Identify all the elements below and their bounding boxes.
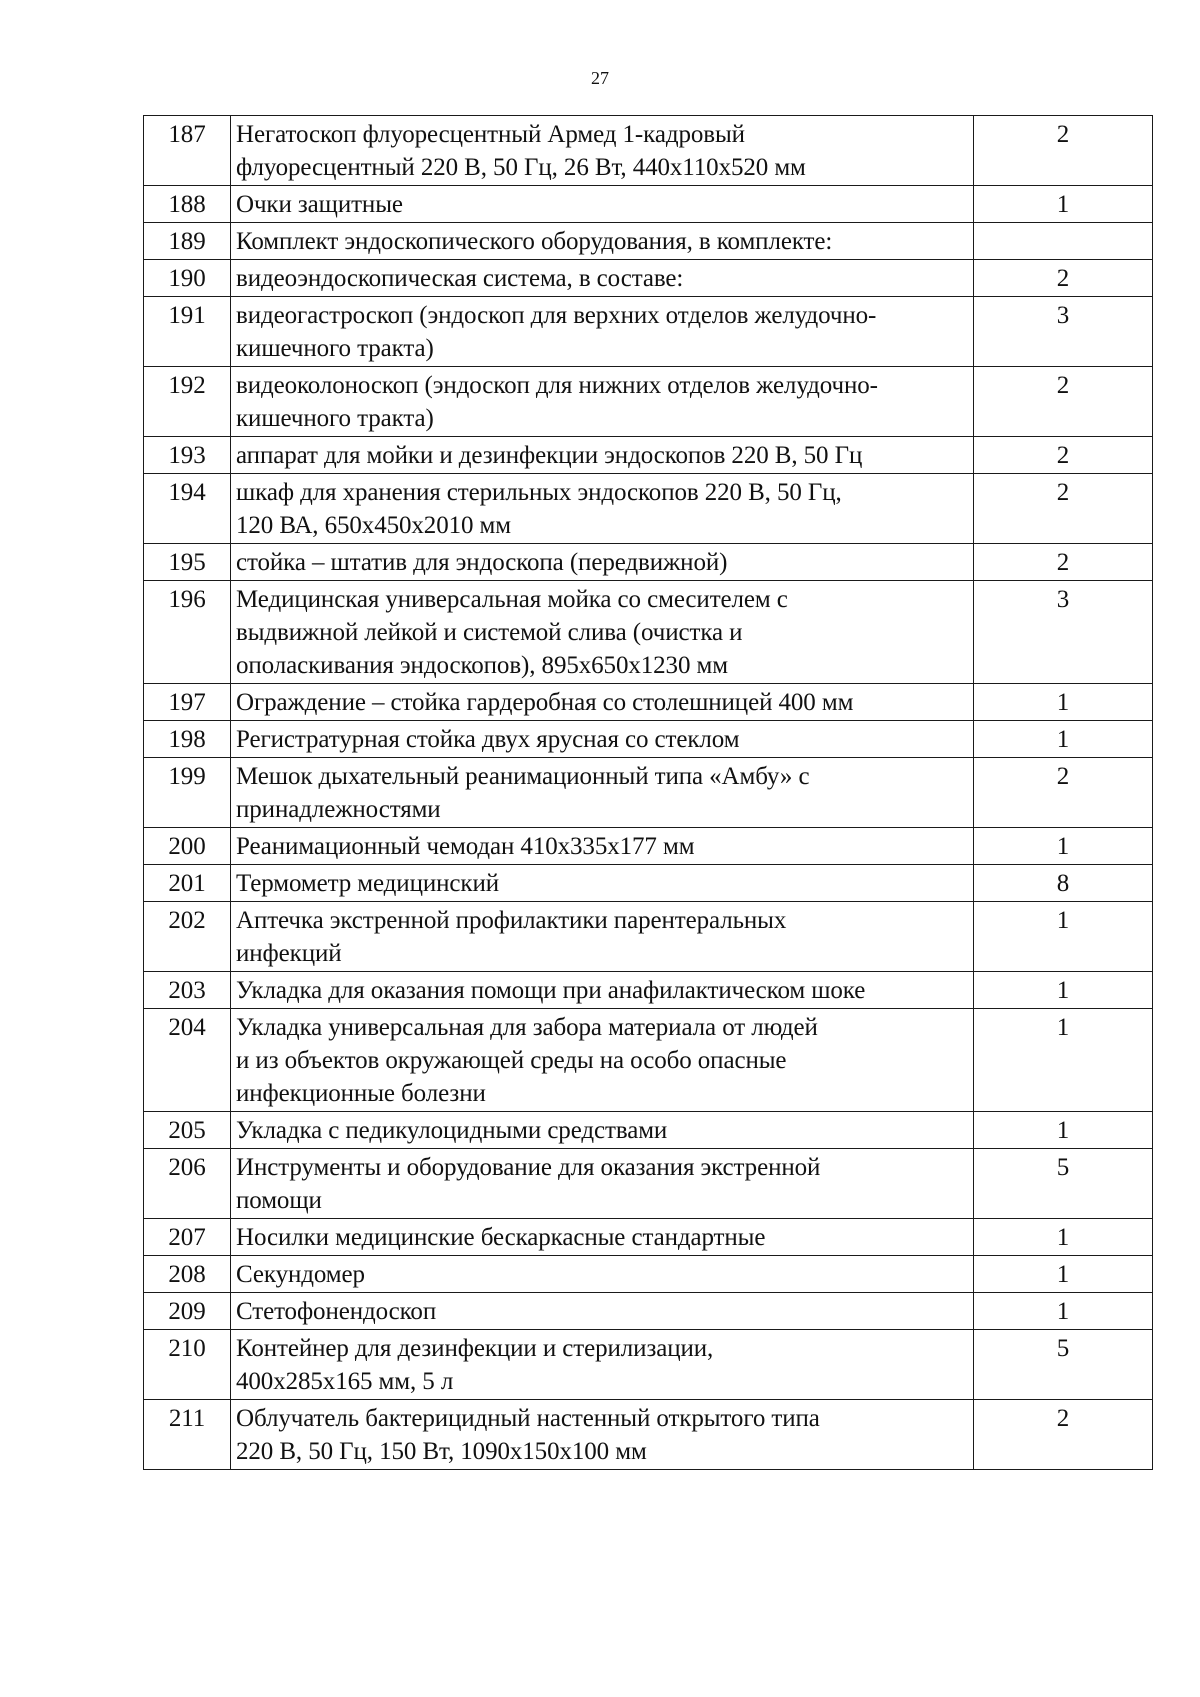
item-name-cell: аппарат для мойки и дезинфекции эндоскопов 220 В, 50 Гц	[231, 437, 974, 474]
table-row	[144, 260, 1153, 297]
table-row	[144, 1293, 1153, 1330]
quantity-cell: 2	[974, 367, 1153, 437]
item-name-cell: Укладка с педикулоцидными средствами	[231, 1112, 974, 1149]
row-number-cell: 206	[144, 1149, 231, 1219]
quantity-cell: 2	[974, 437, 1153, 474]
item-name-cell: Реанимационный чемодан 410х335х177 мм	[231, 828, 974, 865]
equipment-table-body	[144, 116, 1153, 1470]
quantity-cell: 5	[974, 1330, 1153, 1400]
table-row	[144, 581, 1153, 684]
item-name-cell: Аптечка экстренной профилактики парентеральных инфекций	[231, 902, 974, 972]
table-row	[144, 1256, 1153, 1293]
table-row	[144, 116, 1153, 186]
table-row	[144, 186, 1153, 223]
row-number-cell: 188	[144, 186, 231, 223]
table-row	[144, 297, 1153, 367]
row-number-cell: 204	[144, 1009, 231, 1112]
row-number-cell: 198	[144, 721, 231, 758]
quantity-cell: 3	[974, 297, 1153, 367]
row-number-cell: 208	[144, 1256, 231, 1293]
quantity-cell: 3	[974, 581, 1153, 684]
table-row	[144, 1112, 1153, 1149]
quantity-cell: 8	[974, 865, 1153, 902]
row-number-cell: 200	[144, 828, 231, 865]
item-name-cell: видеоэндоскопическая система, в составе:	[231, 260, 974, 297]
item-name-cell: Комплект эндоскопического оборудования, в комплекте:	[231, 223, 974, 260]
row-number-cell: 201	[144, 865, 231, 902]
row-number-cell: 189	[144, 223, 231, 260]
item-name-cell: Мешок дыхательный реанимационный типа «Амбу» с принадлежностями	[231, 758, 974, 828]
quantity-cell: 2	[974, 758, 1153, 828]
page-number: 27	[591, 68, 609, 88]
item-name-cell: Регистратурная стойка двух ярусная со стеклом	[231, 721, 974, 758]
row-number-cell: 191	[144, 297, 231, 367]
item-name-cell: Носилки медицинские бескаркасные стандартные	[231, 1219, 974, 1256]
item-name-cell: Медицинская универсальная мойка со смесителем с выдвижной лейкой и системой слива (очистка и ополаскивания эндоскопов), 895х650х1230 мм	[231, 581, 974, 684]
table-row	[144, 223, 1153, 260]
row-number-cell: 207	[144, 1219, 231, 1256]
quantity-cell: 1	[974, 1293, 1153, 1330]
quantity-cell: 1	[974, 1256, 1153, 1293]
row-number-cell: 196	[144, 581, 231, 684]
item-name-cell: Очки защитные	[231, 186, 974, 223]
table-row	[144, 684, 1153, 721]
item-name-cell: стойка – штатив для эндоскопа (передвижной)	[231, 544, 974, 581]
row-number-cell: 194	[144, 474, 231, 544]
quantity-cell: 1	[974, 828, 1153, 865]
quantity-cell: 1	[974, 1112, 1153, 1149]
quantity-cell: 5	[974, 1149, 1153, 1219]
item-name-cell: видеогастроскоп (эндоскоп для верхних отделов желудочно- кишечного тракта)	[231, 297, 974, 367]
table-row	[144, 544, 1153, 581]
row-number-cell: 195	[144, 544, 231, 581]
row-number-cell: 193	[144, 437, 231, 474]
item-name-cell: шкаф для хранения стерильных эндоскопов 220 В, 50 Гц, 120 ВА, 650х450х2010 мм	[231, 474, 974, 544]
quantity-cell: 2	[974, 474, 1153, 544]
quantity-cell: 2	[974, 260, 1153, 297]
table-row	[144, 902, 1153, 972]
quantity-cell: 1	[974, 1009, 1153, 1112]
row-number-cell: 211	[144, 1400, 231, 1470]
table-row	[144, 437, 1153, 474]
table-row	[144, 721, 1153, 758]
item-name-cell: Ограждение – стойка гардеробная со столешницей 400 мм	[231, 684, 974, 721]
quantity-cell: 1	[974, 186, 1153, 223]
table-row	[144, 865, 1153, 902]
equipment-table	[143, 115, 1153, 1470]
item-name-cell: Инструменты и оборудование для оказания экстренной помощи	[231, 1149, 974, 1219]
table-row	[144, 1330, 1153, 1400]
quantity-cell: 2	[974, 1400, 1153, 1470]
row-number-cell: 209	[144, 1293, 231, 1330]
table-row	[144, 1009, 1153, 1112]
row-number-cell: 199	[144, 758, 231, 828]
item-name-cell: Облучатель бактерицидный настенный открытого типа 220 В, 50 Гц, 150 Вт, 1090х150х100 мм	[231, 1400, 974, 1470]
table-row	[144, 1219, 1153, 1256]
row-number-cell: 190	[144, 260, 231, 297]
row-number-cell: 187	[144, 116, 231, 186]
row-number-cell: 203	[144, 972, 231, 1009]
item-name-cell: Укладка для оказания помощи при анафилактическом шоке	[231, 972, 974, 1009]
table-row	[144, 474, 1153, 544]
item-name-cell: Стетофонендоскоп	[231, 1293, 974, 1330]
quantity-cell: 2	[974, 544, 1153, 581]
item-name-cell: Контейнер для дезинфекции и стерилизации, 400х285х165 мм, 5 л	[231, 1330, 974, 1400]
quantity-cell	[974, 223, 1153, 260]
row-number-cell: 197	[144, 684, 231, 721]
table-row	[144, 758, 1153, 828]
row-number-cell: 205	[144, 1112, 231, 1149]
quantity-cell: 2	[974, 116, 1153, 186]
item-name-cell: Укладка универсальная для забора материала от людей и из объектов окружающей среды на особо опасные инфекционные болезни	[231, 1009, 974, 1112]
row-number-cell: 202	[144, 902, 231, 972]
table-row	[144, 367, 1153, 437]
table-row	[144, 1400, 1153, 1470]
item-name-cell: Негатоскоп флуоресцентный Армед 1-кадровый флуоресцентный 220 В, 50 Гц, 26 Вт, 440х110х520 мм	[231, 116, 974, 186]
item-name-cell: Секундомер	[231, 1256, 974, 1293]
row-number-cell: 192	[144, 367, 231, 437]
table-row	[144, 1149, 1153, 1219]
quantity-cell: 1	[974, 972, 1153, 1009]
quantity-cell: 1	[974, 1219, 1153, 1256]
item-name-cell: Термометр медицинский	[231, 865, 974, 902]
item-name-cell: видеоколоноскоп (эндоскоп для нижних отделов желудочно- кишечного тракта)	[231, 367, 974, 437]
row-number-cell: 210	[144, 1330, 231, 1400]
quantity-cell: 1	[974, 684, 1153, 721]
table-row	[144, 972, 1153, 1009]
quantity-cell: 1	[974, 721, 1153, 758]
quantity-cell: 1	[974, 902, 1153, 972]
table-row	[144, 828, 1153, 865]
